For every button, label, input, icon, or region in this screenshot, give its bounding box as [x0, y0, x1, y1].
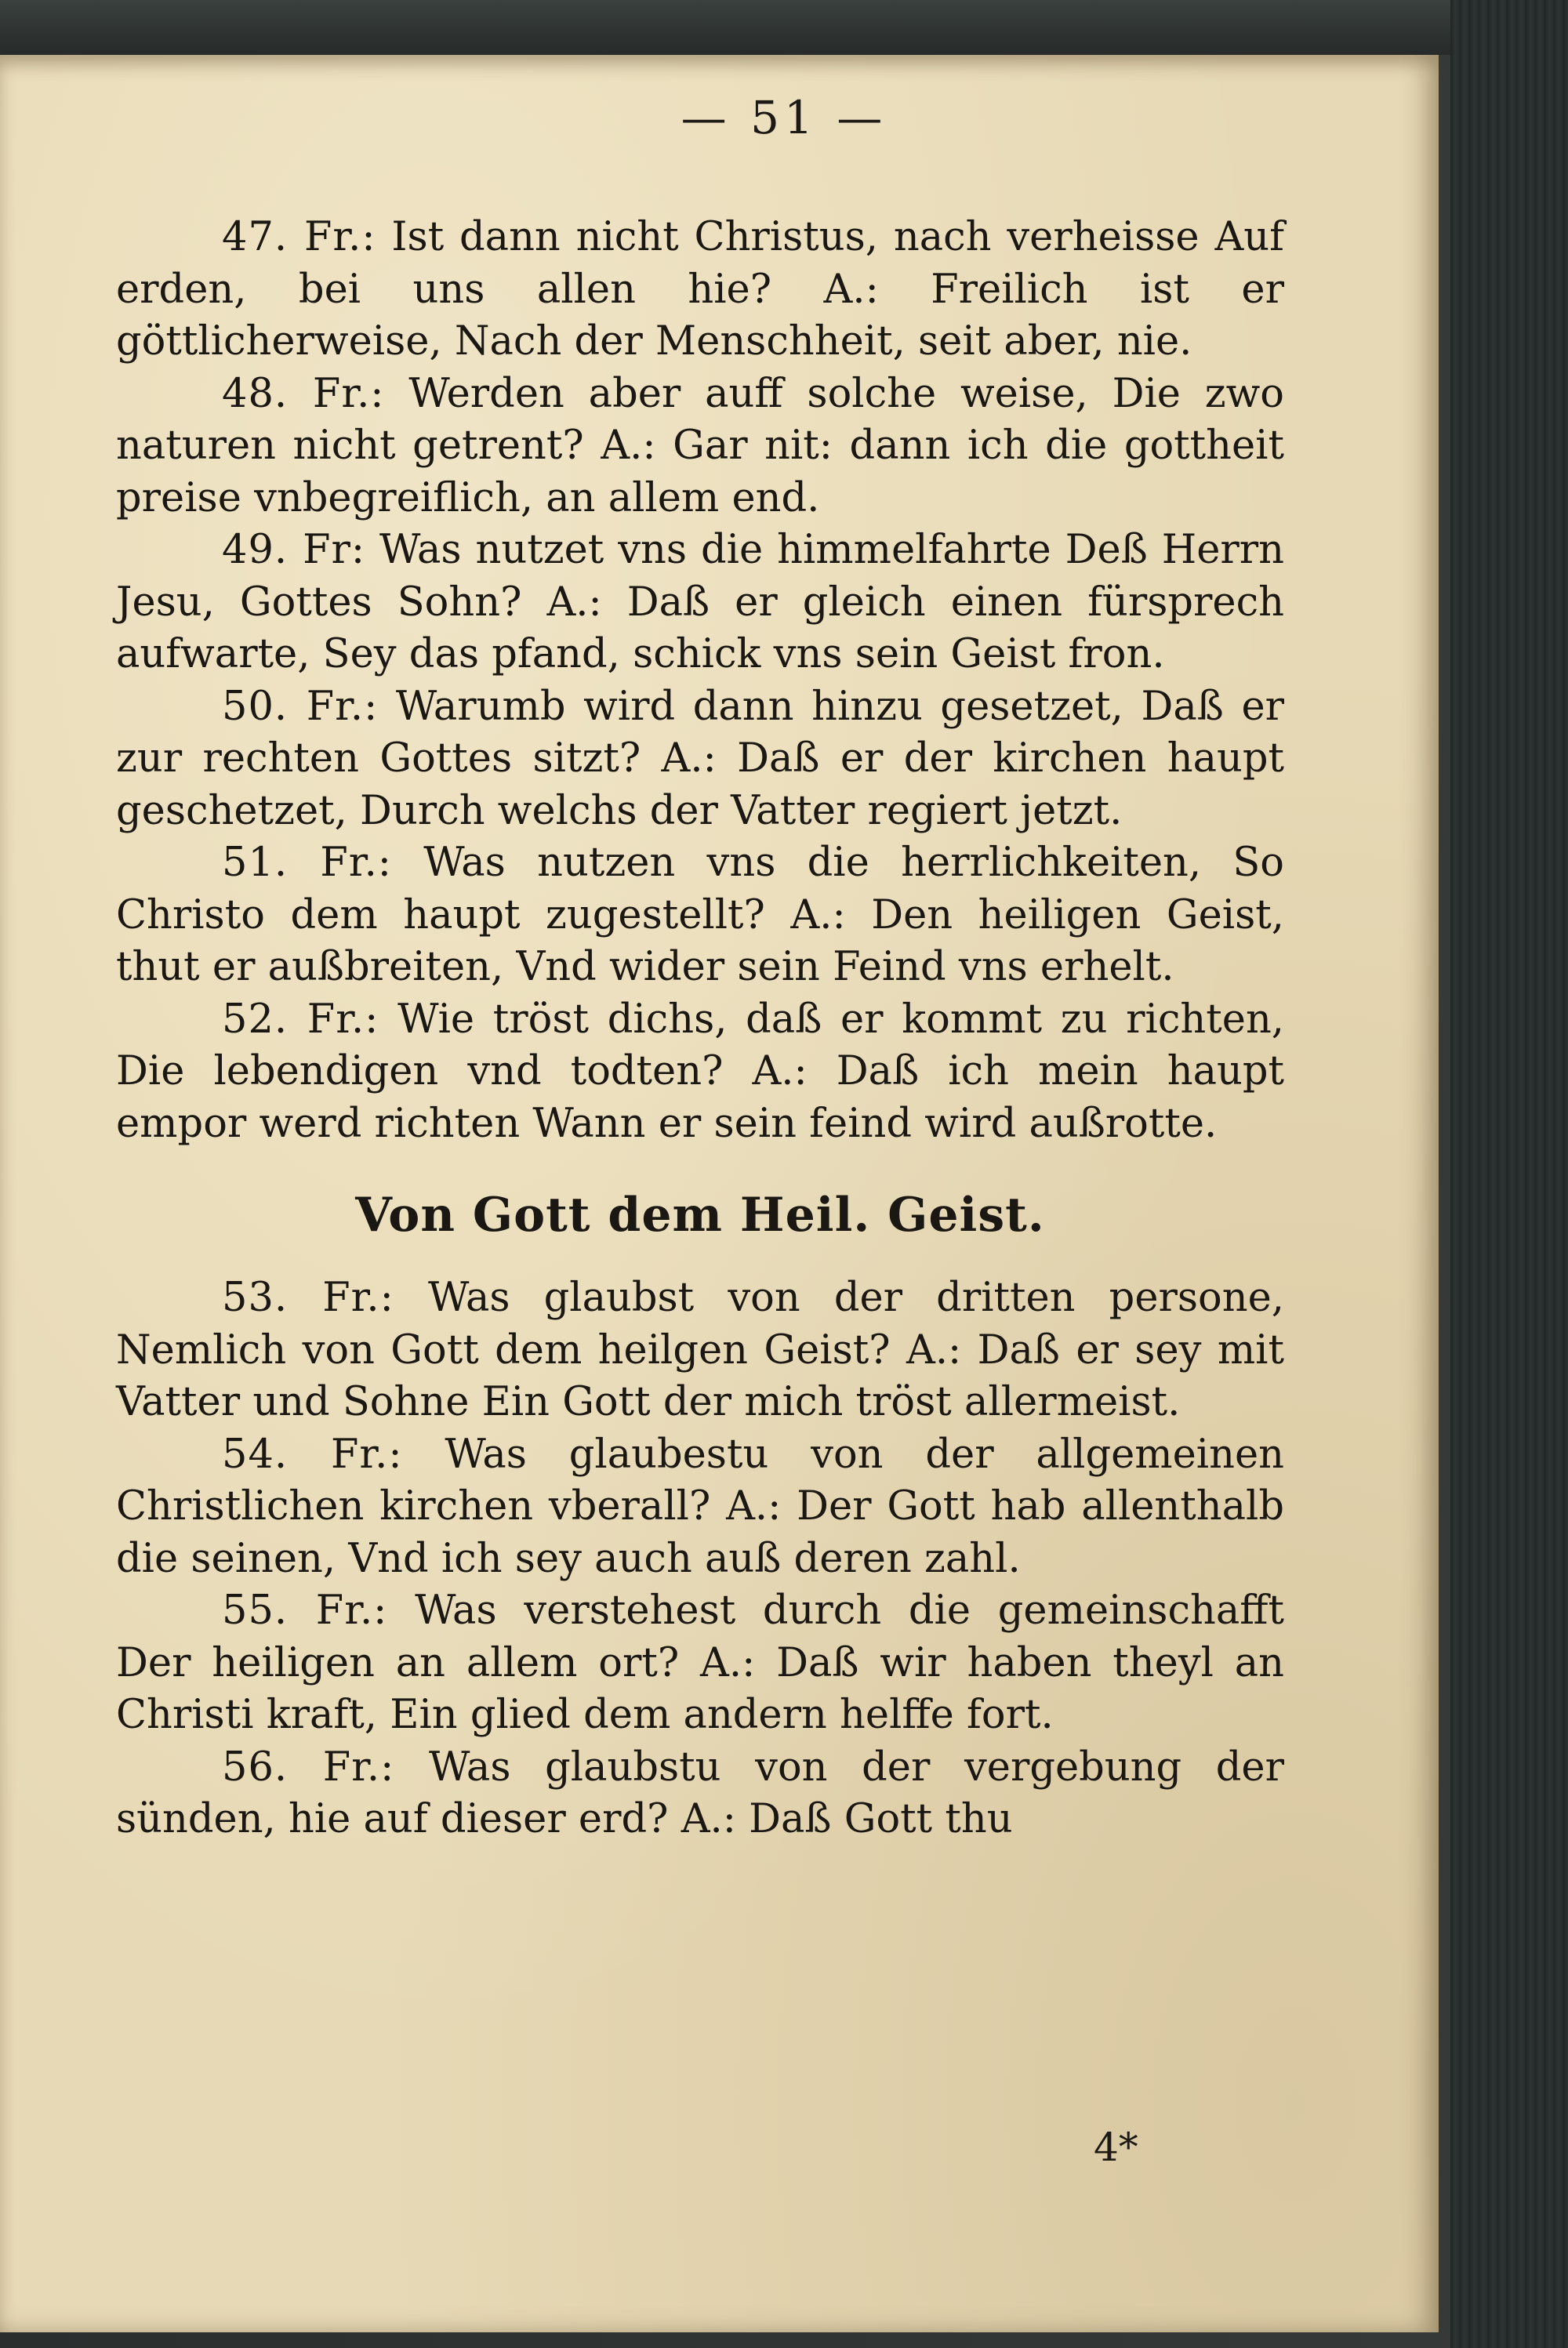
page-text: [116, 212, 1284, 1846]
book-top-edge: [0, 0, 1568, 55]
question-text: Ist dann nicht Christus, nach verheisse Auf erden, bei uns allen hie? A.: Freilich ist er göttlicherweise, Nach der Menschheit, seit aber, nie.: [116, 214, 1285, 365]
question-text: Wie tröst dichs, daß er kommt zu richten, Die lebendigen vnd todten? A.: Daß ich mein haupt empor werd richten Wann er sein feind wird außrotte.: [116, 996, 1284, 1147]
page-number-header: — 51 —: [681, 91, 887, 144]
question-number: 56. Fr.:: [222, 1744, 395, 1791]
signature-mark: 4*: [1094, 2125, 1138, 2170]
question-number: 54. Fr.:: [222, 1431, 403, 1478]
question-text: Was verstehest durch die gemeinschafft Der heiligen an allem ort? A.: Daß wir haben theyl an Christi kraft, Ein glied dem andern helffe fort.: [116, 1588, 1284, 1738]
question-55: [116, 1585, 1284, 1742]
question-54: [116, 1429, 1284, 1586]
question-text: Was glaubestu von der allgemeinen Christlichen kirchen vberall? A.: Der Gott hab allenthalb die seinen, Vnd ich sey auch auß deren zahl.: [116, 1431, 1284, 1582]
question-52: [116, 994, 1284, 1151]
question-text: Was nutzet vns die himmelfahrte Deß Herrn Jesu, Gottes Sohn? A.: Daß er gleich einen fürsprech aufwarte, Sey das pfand, schick vns sein Geist fron.: [116, 527, 1284, 677]
question-number: 48. Fr.:: [222, 370, 385, 417]
question-53: [116, 1272, 1284, 1429]
question-56: [116, 1742, 1284, 1846]
question-51: [116, 837, 1284, 994]
question-text: Warumb wird dann hinzu gesetzet, Daß er zur rechten Gottes sitzt? A.: Daß er der kirchen haupt geschetzet, Durch welchs der Vatter regiert jetzt.: [116, 683, 1285, 834]
question-text: Werden aber auff solche weise, Die zwo naturen nicht getrent? A.: Gar nit: dann ich die gottheit preise vnbegreiflich, an allem end.: [116, 370, 1285, 521]
question-text: Was glaubst von der dritten persone, Nemlich von Gott dem heilgen Geist? A.: Daß er sey mit Vatter und Sohne Ein Gott der mich tröst allermeist.: [116, 1275, 1284, 1425]
question-number: 50. Fr.:: [222, 683, 379, 730]
question-number: 51. Fr.:: [222, 840, 392, 886]
section-heading: Von Gott dem Heil. Geist.: [355, 1188, 1045, 1243]
catechism-section-after: [116, 1272, 1284, 1846]
question-47: [116, 212, 1284, 368]
question-number: 53. Fr.:: [222, 1275, 394, 1321]
question-number: 49. Fr:: [222, 527, 366, 573]
question-number: 55. Fr.:: [222, 1588, 388, 1634]
question-48: [116, 368, 1284, 525]
question-49: [116, 524, 1284, 681]
catechism-section-before: [116, 212, 1284, 1150]
book-cover-edge: [1450, 0, 1568, 2348]
question-50: [116, 681, 1284, 838]
question-number: 52. Fr.:: [222, 996, 379, 1043]
question-text: Was glaubstu von der vergebung der sünden, hie auf dieser erd? A.: Daß Gott thu: [116, 1744, 1284, 1842]
question-number: 47. Fr.:: [222, 214, 376, 260]
question-text: Was nutzen vns die herrlichkeiten, So Christo dem haupt zugestellt? A.: Den heiligen Geist, thut er außbreiten, Vnd wider sein Feind vns erhelt.: [116, 840, 1284, 990]
